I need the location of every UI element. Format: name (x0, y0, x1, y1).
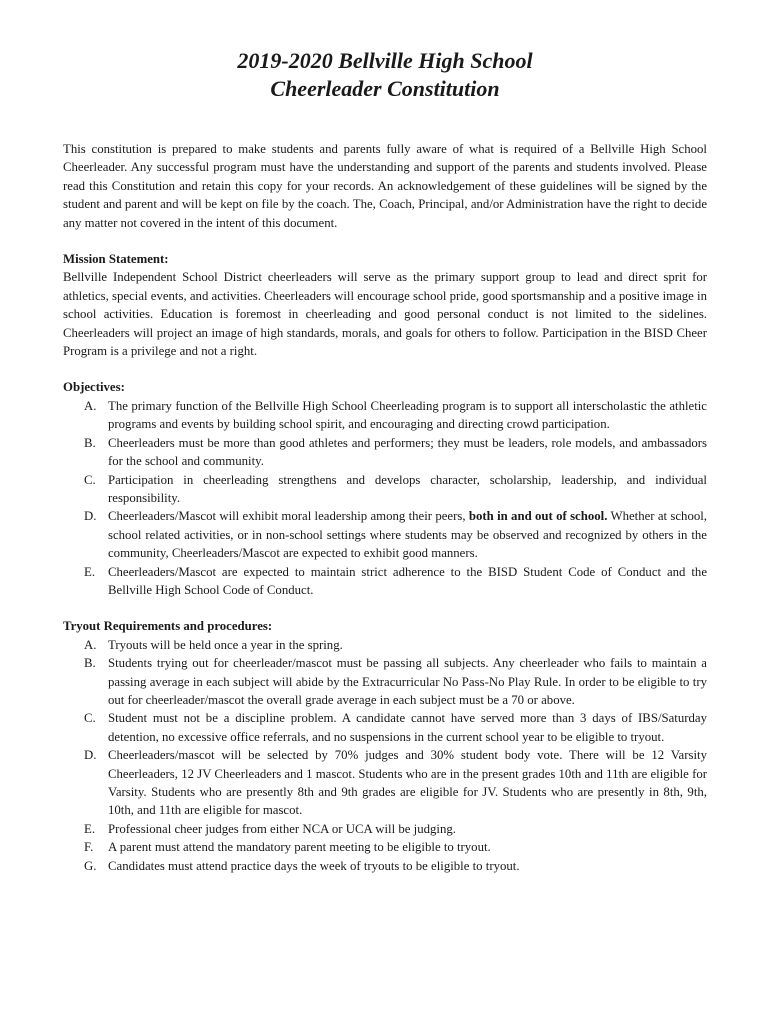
list-item-text: Participation in cheerleading strengthens and develops character, scholarship, leadership, and individual responsibility. (108, 472, 707, 505)
title-line-1: 2019-2020 Bellville High School (237, 48, 533, 73)
list-item-text: The primary function of the Bellville High School Cheerleading program is to support all interscholastic the athletic programs and events by building school spirit, and encouraging and directing crowd participation. (108, 398, 707, 432)
list-item-text: Cheerleaders/Mascot are expected to maintain strict adherence to the BISD Student Code of Conduct and the Bellville High School Code of Conduct. (108, 564, 707, 597)
list-marker: E. (84, 564, 96, 579)
list-item-text: Candidates must attend practice days the week of tryouts to be eligible to tryout. (108, 858, 520, 873)
list-item (63, 838, 707, 856)
list-item (63, 563, 707, 600)
list-item (63, 654, 707, 709)
list-item-text: Student must not be a discipline problem. A candidate cannot have served more than 3 days of IBS/Saturday detention, no excessive office referrals, and no suspensions in the current school year to be eligible to tryout. (108, 711, 707, 744)
list-item (63, 507, 707, 562)
tryout-list (63, 636, 707, 875)
list-marker: F. (84, 840, 94, 855)
list-marker: E. (84, 821, 96, 836)
list-item (63, 709, 707, 746)
mission-text: Bellville Independent School District cheerleaders will serve as the primary support group to lead and direct sprit for athletics, special events, and activities. Cheerleaders will encourage school pride, good sportsmanship and a positive image in school activities. Education is foremost in cheerleading and good personal conduct is not limited to the sidelines. Cheerleaders will project an image of high standards, morals, and goals for others to follow. Participation in the BISD Cheer Program is a privilege and not a right. (63, 270, 707, 359)
list-item (63, 397, 707, 434)
list-item-text-before: Cheerleaders/Mascot will exhibit moral leadership among their peers, (108, 509, 469, 524)
list-marker: G. (84, 858, 97, 873)
list-marker: A. (84, 637, 97, 652)
list-marker: C. (84, 472, 96, 487)
list-item (63, 820, 707, 838)
objectives-section (63, 378, 707, 599)
list-item (63, 471, 707, 508)
list-item-text: Cheerleaders must be more than good athletes and performers; they must be leaders, role models, and ambassadors for the school and community. (108, 435, 707, 469)
objectives-heading: Objectives: (63, 380, 125, 395)
list-marker: B. (84, 656, 96, 671)
tryout-heading: Tryout Requirements and procedures: (63, 619, 273, 634)
list-marker: D. (84, 509, 97, 524)
list-item-text-bold: both in and out of school. (468, 509, 608, 524)
intro-paragraph: This constitution is prepared to make students and parents fully aware of what is required of a Bellville High School Cheerleader. Any successful program must have the understanding and support of the parents and students involved. Please read this Constitution and retain this copy for your records. An acknowledgement of these guidelines will be signed by the student and parent and will be kept on file by the coach. The, Coach, Principal, and/or Administration have the right to decide any matter not covered in the intent of this document. (63, 142, 707, 230)
list-item (63, 434, 707, 471)
tryout-section (63, 617, 707, 875)
page-title (63, 47, 707, 103)
objectives-list (63, 397, 707, 599)
list-item (63, 746, 707, 820)
list-item-text: Cheerleaders/mascot will be selected by 70% judges and 30% student body vote. There will be 12 Varsity Cheerleaders, 12 JV Cheerleaders and 1 mascot. Students who are in the present grades 10th and 11th are eligible for Varsity. Students who are presently 8th and 9th grades are eligible for JV. Students who are presently in 8th, 9th, 10th, and 11th are eligible for mascot. (108, 748, 707, 818)
list-item-text: Professional cheer judges from either NCA or UCA will be judging. (108, 821, 456, 836)
list-marker: C. (84, 711, 96, 726)
list-item (63, 857, 707, 875)
list-marker: D. (84, 748, 97, 763)
list-item-text: Students trying out for cheerleader/mascot must be passing all subjects. Any cheerleader who fails to maintain a passing average in each subject will abide by the Extracurricular No Pass-No Play Rule. In order to be eligible to try out for cheerleader/mascot the overall grade average in each subject must be a 70 or above. (108, 656, 707, 707)
list-marker: A. (84, 398, 97, 413)
list-item-text: A parent must attend the mandatory parent meeting to be eligible to tryout. (108, 840, 491, 855)
list-item-text-after: Whether at school, school related activities, or in non-school settings where students may be observed and recognized by others in the community, Cheerleaders/Mascot are expected to exhibit good manners. (108, 509, 708, 561)
document-page (63, 47, 707, 875)
list-item-text: Tryouts will be held once a year in the spring. (108, 637, 343, 652)
list-marker: B. (84, 435, 96, 450)
mission-section (63, 250, 707, 360)
title-line-2: Cheerleader Constitution (270, 76, 500, 101)
mission-heading: Mission Statement: (63, 252, 169, 267)
list-item (63, 636, 707, 654)
